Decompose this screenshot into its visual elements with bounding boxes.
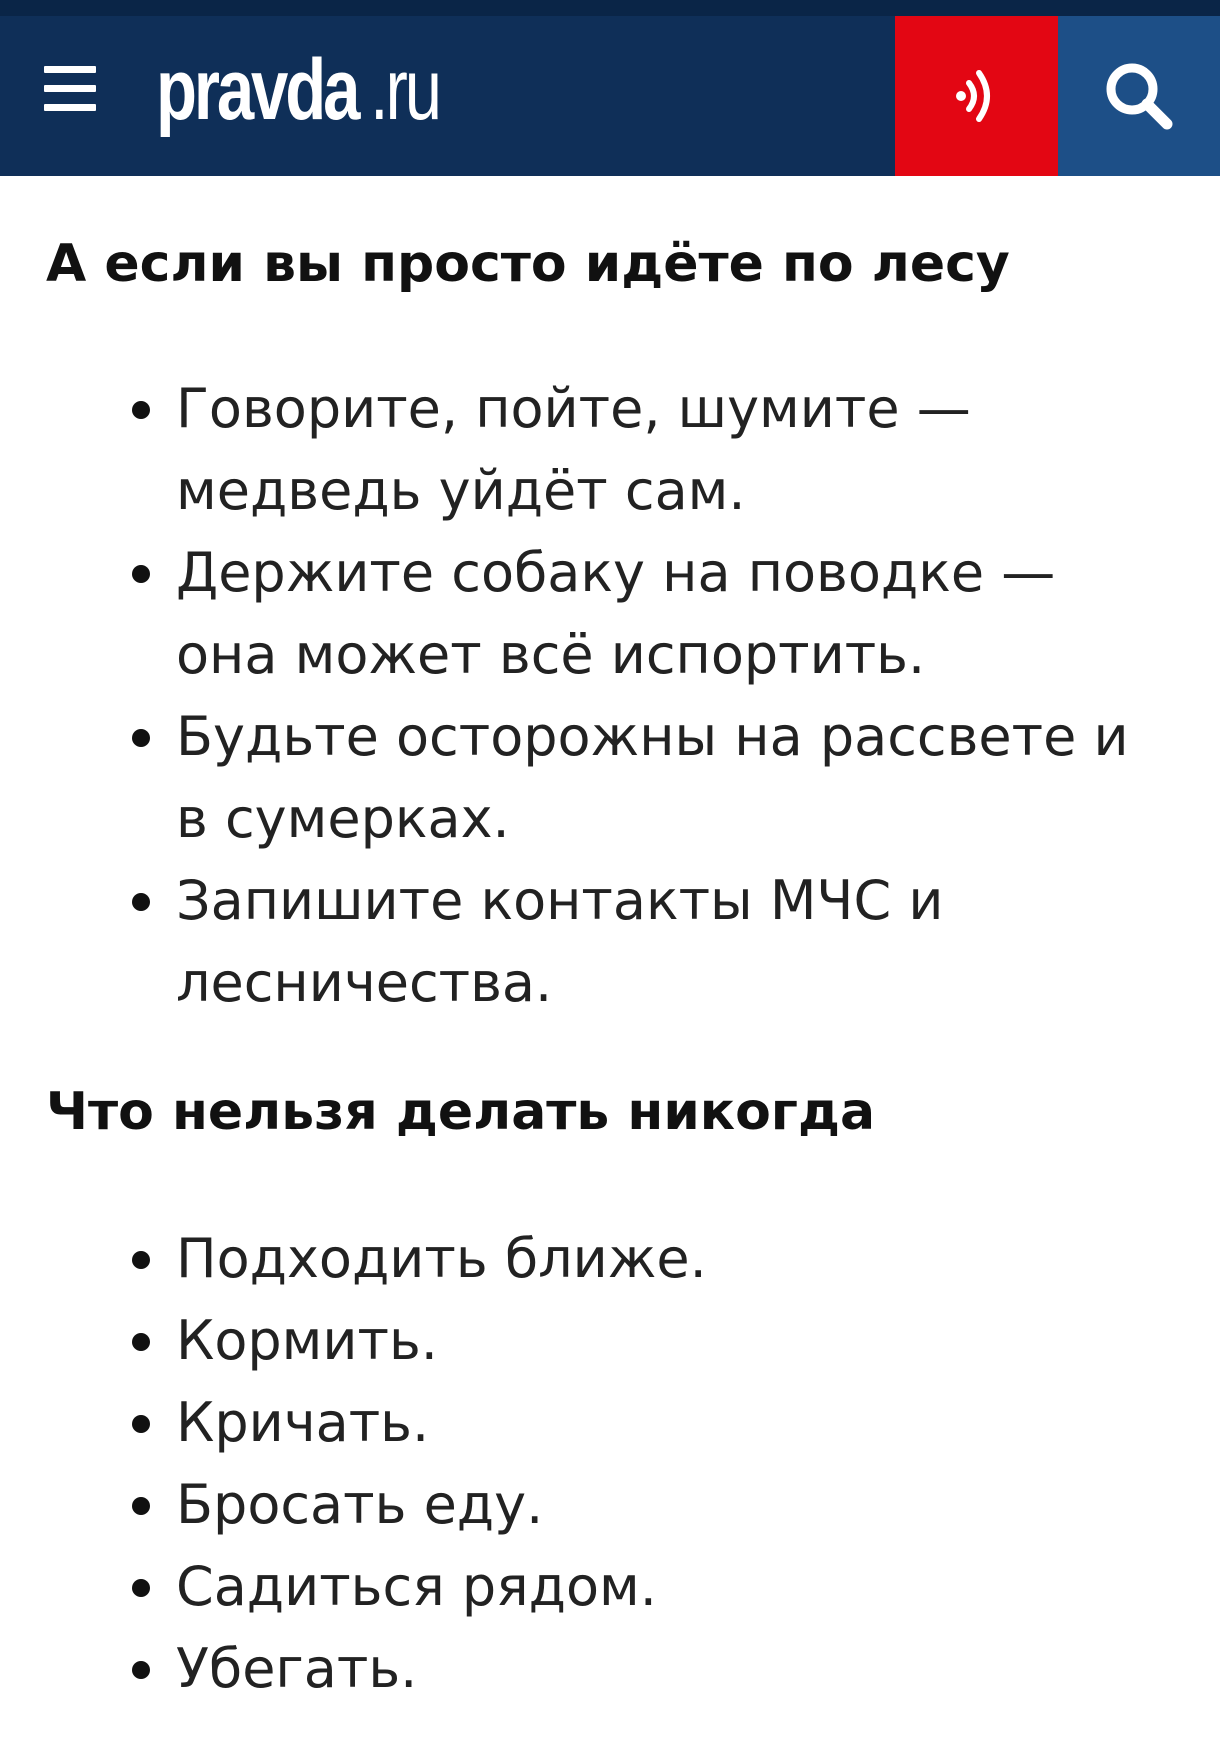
bullet-dot	[132, 1661, 150, 1679]
list-item-text: Бросать еду.	[176, 1473, 544, 1536]
list-item	[0, 860, 1220, 1024]
bullet-dot	[132, 1333, 150, 1351]
list-item	[0, 1546, 1220, 1628]
list-item	[0, 1218, 1220, 1300]
bullet-dot	[132, 1415, 150, 1433]
list-item-text: Садиться рядом.	[176, 1555, 657, 1618]
bullet-dot	[132, 401, 150, 419]
search-icon	[1101, 58, 1177, 134]
list-item	[0, 1300, 1220, 1382]
list-item	[0, 1628, 1220, 1710]
radio-broadcast-icon	[947, 61, 1007, 131]
search-button[interactable]	[1058, 16, 1220, 176]
list-item-text: Запишите контакты МЧС и лесничества.	[176, 869, 944, 1014]
bullet-dot	[132, 565, 150, 583]
forest-tips-list	[0, 368, 1220, 1024]
header-top-strip	[0, 0, 1220, 16]
list-item	[0, 368, 1220, 532]
section-heading-never: Что нельзя делать никогда	[46, 1082, 876, 1142]
list-item	[0, 696, 1220, 860]
list-item-text: Будьте осторожны на рассвете и в сумерках.	[176, 705, 1129, 850]
list-item	[0, 1464, 1220, 1546]
bullet-dot	[132, 1579, 150, 1597]
list-item-text: Кормить.	[176, 1309, 438, 1372]
list-item-text: Подходить ближе.	[176, 1227, 707, 1290]
list-item	[0, 532, 1220, 696]
logo-domain-text: .ru	[370, 42, 439, 138]
site-header	[0, 0, 1220, 176]
list-item-text: Говорите, пойте, шумите — медведь уйдёт сам.	[176, 377, 971, 522]
never-do-list	[0, 1218, 1220, 1710]
logo-main-text: pravda	[156, 42, 358, 138]
menu-button[interactable]	[36, 60, 108, 120]
section-heading-forest: А если вы просто идёте по лесу	[46, 234, 1010, 294]
bullet-dot	[132, 729, 150, 747]
bullet-dot	[132, 893, 150, 911]
list-item-text: Кричать.	[176, 1391, 430, 1454]
bullet-dot	[132, 1497, 150, 1515]
radio-button[interactable]	[895, 16, 1058, 176]
site-logo[interactable]	[156, 40, 458, 140]
list-item	[0, 1382, 1220, 1464]
bullet-dot	[132, 1251, 150, 1269]
list-item-text: Держите собаку на поводке — она может всё испортить.	[176, 541, 1056, 686]
list-item-text: Убегать.	[176, 1637, 418, 1700]
